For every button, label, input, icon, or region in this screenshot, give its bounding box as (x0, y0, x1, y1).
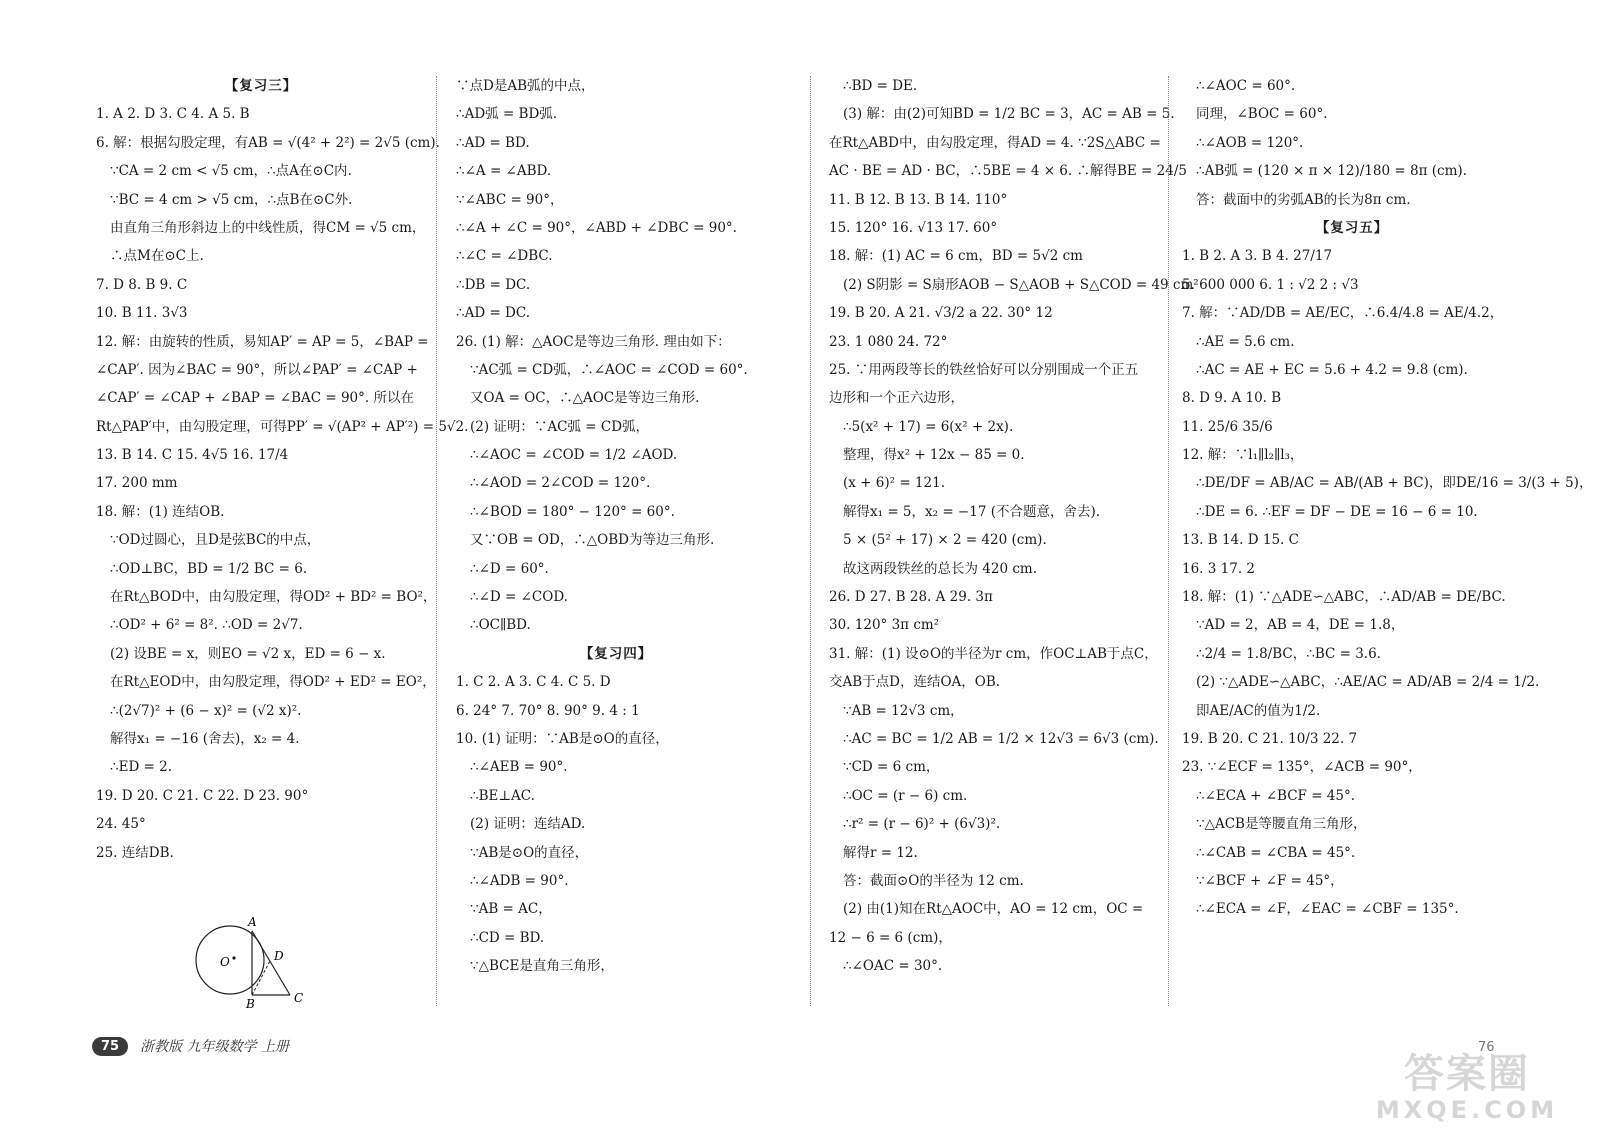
answer-line: 6. 24° 7. 70° 8. 90° 9. 4 : 1 (456, 702, 640, 719)
answer-line: (2) 由(1)知在Rt△AOC中，AO = 12 cm，OC = (843, 901, 1144, 918)
answer-line: ∴OD² + 6² = 8². ∴OD = 2√7. (110, 617, 303, 634)
answer-line: ∴DE = 6. ∴EF = DF − DE = 16 − 6 = 10. (1196, 503, 1478, 520)
answer-line: 19. D 20. C 21. C 22. D 23. 90° (96, 787, 309, 804)
answer-line: 解得r = 12. (843, 844, 918, 861)
answer-line: ∵∠BCF + ∠F = 45°， (1196, 872, 1344, 889)
answer-line: ∴∠AOB = 120°. (1196, 134, 1304, 151)
answer-line: ∵点D是AB弧的中点， (456, 78, 595, 94)
answer-line: 31. 解：(1) 设⊙O的半径为r cm，作OC⊥AB于点C， (829, 645, 1158, 662)
answer-line: ∴∠CAB = ∠CBA = 45°. (1196, 844, 1356, 861)
answer-line: ∴∠D = 60°. (470, 560, 549, 577)
answer-line: ∴∠AEB = 90°. (470, 759, 568, 776)
answer-line: ∴∠ADB = 90°. (470, 872, 569, 889)
answer-line: ∵AC弧 = CD弧，∴∠AOC = ∠COD = 60°. (470, 361, 748, 378)
page-number: 75 (92, 1037, 128, 1056)
answer-line: 16. 3 17. 2 (1182, 560, 1255, 577)
watermark-url: MXQE.COM (1375, 1096, 1559, 1124)
answer-line: 30. 120° 3π cm² (829, 617, 940, 634)
book-title: 浙教版 九年级数学 上册 (140, 1039, 289, 1055)
answer-line: 又∵OB = OD，∴△OBD为等边三角形. (470, 532, 715, 549)
answer-line: ∴点M在⊙C上. (110, 248, 204, 265)
answer-line: 19. B 20. A 21. √3/2 a 22. 30° 12 (829, 305, 1053, 322)
answer-line: ∴∠AOC = ∠COD = 1/2 ∠AOD. (470, 447, 678, 464)
answer-line: 在Rt△ABD中，由勾股定理，得AD = 4. ∵2S△ABC = (829, 134, 1161, 151)
answer-line: ∴∠A + ∠C = 90°，∠ABD + ∠DBC = 90°. (456, 219, 737, 236)
answer-line: 5 × (5² + 17) × 2 = 420 (cm). (843, 532, 1047, 549)
answer-line: ∴AD弧 = BD弧. (456, 106, 558, 123)
answer-line: ∴DB = DC. (456, 276, 531, 293)
watermark-text: 答案圈 (1404, 1051, 1530, 1097)
page-footer (92, 1036, 289, 1056)
answer-line: (2) 设BE = x，则EO = √2 x，ED = 6 − x. (110, 645, 386, 662)
answer-line: ∵∠ABC = 90°， (456, 191, 564, 208)
answer-line: 解得x₁ = −16 (舍去)，x₂ = 4. (110, 730, 300, 747)
answer-line: ∴AD = BD. (456, 134, 530, 151)
column-separator (436, 76, 437, 1006)
answer-line: 解得x₁ = 5，x₂ = −17 (不合题意，舍去). (843, 503, 1101, 520)
answer-line: ∴r² = (r − 6)² + (6√3)². (843, 816, 1001, 833)
answer-line: 由直角三角形斜边上的中线性质，得CM = √5 cm， (110, 219, 426, 236)
answer-line: 1. C 2. A 3. C 4. C 5. D (456, 674, 611, 691)
answer-line: Rt△PAP′中，由勾股定理，可得PP′ = √(AP² + AP′²) = 5√2. (96, 418, 469, 435)
answer-line: ∴BE⊥AC. (470, 787, 535, 804)
answer-line: ∵CA = 2 cm < √5 cm，∴点A在⊙C内. (110, 163, 352, 180)
column-2 (456, 72, 776, 981)
answer-line: ∴OD⊥BC，BD = 1/2 BC = 6. (110, 560, 308, 577)
section-heading: 【复习三】 (224, 78, 298, 94)
answer-line: 24. 45° (96, 816, 146, 833)
answer-line: 即AE/AC的值为1/2. (1196, 702, 1321, 719)
segment-bd (252, 961, 270, 995)
answer-line: ∴∠AOC = 60°. (1196, 78, 1296, 94)
answer-line: 13. B 14. D 15. C (1182, 532, 1299, 549)
answer-line: ∴AC = BC = 1/2 AB = 1/2 × 12√3 = 6√3 (cm). (843, 730, 1159, 747)
answer-line: ∴∠C = ∠DBC. (456, 248, 553, 265)
section-heading: 【复习四】 (579, 645, 653, 662)
answer-line: AC · BE = AD · BC，∴5BE = 4 × 6. ∴解得BE = 24/5 (829, 163, 1187, 180)
column-separator (810, 76, 811, 1006)
column-4 (1182, 72, 1593, 924)
answer-line: ∵CD = 6 cm， (843, 759, 940, 776)
answer-line: ∵△BCE是直角三角形， (470, 958, 614, 975)
answer-line: 18. 解：(1) 连结OB. (96, 503, 225, 520)
answer-line: 边形和一个正六边形， (829, 390, 964, 407)
answer-line: 整理，得x² + 12x − 85 = 0. (843, 447, 1025, 464)
answer-line: (2) 证明：连结AD. (470, 816, 586, 833)
answer-line: ∴∠AOD = 2∠COD = 120°. (470, 475, 651, 492)
answer-line: ∴ED = 2. (110, 759, 173, 776)
label-b: B (246, 997, 255, 1011)
answer-line: ∴BD = DE. (843, 78, 918, 94)
section-heading: 【复习五】 (1315, 219, 1389, 236)
answer-line: ∵AB = AC， (470, 901, 552, 918)
answer-line: ∴∠A = ∠ABD. (456, 163, 552, 180)
answer-line: ∴2/4 = 1.8/BC，∴BC = 3.6. (1196, 645, 1381, 662)
column-1 (96, 72, 469, 867)
answer-line: 12. 解：∵l₁∥l₂∥l₃， (1182, 447, 1304, 464)
answer-line: 7. 解：∵AD/DB = AE/EC，∴6.4/4.8 = AE/4.2， (1182, 305, 1504, 322)
answer-line: 10. (1) 证明：∵AB是⊙O的直径， (456, 730, 669, 747)
label-o: O (220, 955, 230, 969)
answer-line: ∴AC = AE + EC = 5.6 + 4.2 = 9.8 (cm). (1196, 361, 1468, 378)
answer-line: 1. B 2. A 3. B 4. 27/17 (1182, 248, 1333, 265)
answer-line: 答：截面⊙O的半径为 12 cm. (843, 872, 1024, 889)
answer-line: 25. ∵用两段等长的铁丝恰好可以分别围成一个正五 (829, 361, 1139, 378)
answer-line: 13. B 14. C 15. 4√5 16. 17/4 (96, 447, 289, 464)
answer-line: 12. 解：由旋转的性质，易知AP′ = AP = 5，∠BAP = (96, 333, 429, 350)
label-a: A (248, 915, 257, 929)
answer-line: ∵AD = 2，AB = 4，DE = 1.8， (1196, 617, 1405, 634)
answer-line: 同理，∠BOC = 60°. (1196, 106, 1328, 123)
answer-line: ∴AD = DC. (456, 305, 531, 322)
answer-line: (3) 解：由(2)可知BD = 1/2 BC = 3，AC = AB = 5. (843, 106, 1175, 123)
answer-line: (x + 6)² = 121. (843, 475, 945, 492)
answer-line: ∵AB = 12√3 cm， (843, 702, 964, 719)
center-point (232, 956, 235, 959)
answer-line: 23. 1 080 24. 72° (829, 333, 948, 350)
answer-line: ∴OC∥BD. (470, 617, 531, 634)
answer-line: 7. D 8. B 9. C (96, 276, 188, 293)
answer-line: 8. D 9. A 10. B (1182, 390, 1282, 407)
answer-line: ∴∠BOD = 180° − 120° = 60°. (470, 503, 675, 520)
answer-line: ∴CD = BD. (470, 929, 545, 946)
answer-line: 18. 解：(1) AC = 6 cm，BD = 5√2 cm (829, 248, 1083, 265)
answer-line: ∵OD过圆心，且D是弦BC的中点， (110, 532, 321, 549)
answer-line: ∴(2√7)² + (6 − x)² = (√2 x)². (110, 702, 302, 719)
answer-line: 交AB于点D，连结OA，OB. (829, 674, 1001, 691)
answer-line: 1. A 2. D 3. C 4. A 5. B (96, 106, 250, 123)
answer-line: 26. (1) 解：△AOC是等边三角形. 理由如下： (456, 333, 731, 350)
answer-line: 12 − 6 = 6 (cm)， (829, 929, 952, 946)
answer-line: ∴∠OAC = 30°. (843, 958, 943, 975)
column-separator (1168, 76, 1169, 1006)
answer-line: ∠CAP′. 因为∠BAC = 90°，所以∠PAP′ = ∠CAP + (96, 361, 418, 378)
answer-line: 故这两段铁丝的总长为 420 cm. (843, 560, 1038, 577)
answer-line: 5. 600 000 6. 1 : √2 2 : √3 (1182, 276, 1359, 293)
answer-line: 11. B 12. B 13. B 14. 110° (829, 191, 1008, 208)
answer-line: 18. 解：(1) ∵△ADE∽△ABC，∴AD/AB = DE/BC. (1182, 589, 1506, 606)
answer-line: 25. 连结DB. (96, 844, 174, 861)
answer-line: 19. B 20. C 21. 10/3 22. 7 (1182, 730, 1358, 747)
answer-line: 15. 120° 16. √13 17. 60° (829, 219, 998, 236)
segment-ac (252, 931, 290, 995)
answer-line: 17. 200 mm (96, 475, 178, 492)
answer-line: ∴∠D = ∠COD. (470, 589, 568, 606)
answer-line: (2) 证明：∵AC弧 = CD弧， (470, 418, 650, 435)
answer-line: ∴AE = 5.6 cm. (1196, 333, 1295, 350)
answer-line: ∵BC = 4 cm > √5 cm，∴点B在⊙C外. (110, 191, 353, 208)
answer-line: ∠CAP′ = ∠CAP + ∠BAP = ∠BAC = 90°. 所以在 (96, 390, 414, 407)
answer-line: 在Rt△BOD中，由勾股定理，得OD² + BD² = BO²， (110, 589, 437, 606)
answer-line: ∴∠ECA + ∠BCF = 45°. (1196, 787, 1356, 804)
answer-line: 在Rt△EOD中，由勾股定理，得OD² + ED² = EO²， (110, 674, 436, 691)
answer-line: 10. B 11. 3√3 (96, 305, 188, 322)
answer-line: 6. 解：根据勾股定理，有AB = √(4² + 2²) = 2√5 (cm). (96, 134, 440, 151)
answer-line: 答：截面中的劣弧AB的长为8π cm. (1196, 191, 1411, 208)
label-c: C (294, 991, 304, 1005)
geometry-figure (190, 908, 320, 1012)
page-number-right: 76 (1478, 1040, 1495, 1055)
answer-line: ∴OC = (r − 6) cm. (843, 787, 968, 804)
answer-line: 又OA = OC，∴△AOC是等边三角形. (470, 390, 700, 407)
circle-o (196, 926, 264, 994)
answer-line: (2) ∵△ADE∽△ABC，∴AE/AC = AD/AB = 2/4 = 1/2. (1196, 674, 1540, 691)
watermark (1372, 1052, 1562, 1132)
answer-line: ∵AB是⊙O的直径， (470, 844, 589, 861)
label-d: D (274, 949, 284, 963)
answer-line: ∴5(x² + 17) = 6(x² + 2x). (843, 418, 1014, 435)
answer-line: ∴∠ECA = ∠F，∠EAC = ∠CBF = 135°. (1196, 901, 1459, 918)
answer-line: (2) S阴影 = S扇形AOB − S△AOB + S△COD = 49 cm² (843, 276, 1199, 293)
answer-line: ∵△ACB是等腰直角三角形， (1196, 816, 1367, 833)
column-3 (829, 72, 1199, 981)
answer-line: 23. ∵∠ECF = 135°，∠ACB = 90°， (1182, 759, 1422, 776)
answer-line: 26. D 27. B 28. A 29. 3π (829, 589, 993, 606)
answer-line: 11. 25/6 35/6 (1182, 418, 1273, 435)
answer-line: ∴DE/DF = AB/AC = AB/(AB + BC)，即DE/16 = 3/(3 + 5)， (1196, 475, 1593, 492)
answer-line: ∴AB弧 = (120 × π × 12)/180 = 8π (cm). (1196, 163, 1467, 180)
